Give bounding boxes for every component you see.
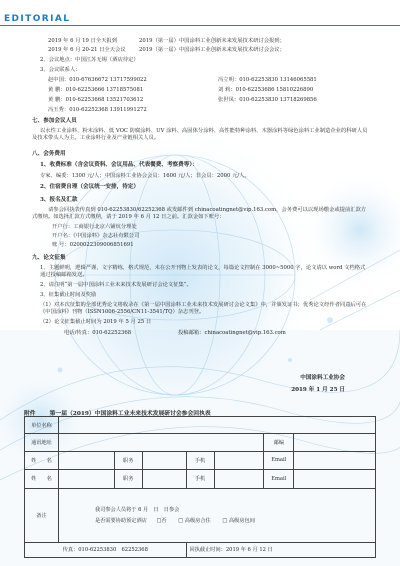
paper-rule-3: 3、征集截止时间及奖励 [40,292,97,298]
fax-info: 传真：010-62253830 62252368 [25,542,187,557]
remarks-cell [58,488,375,542]
name-label-2: 姓 名 [25,470,59,488]
email-field-1[interactable] [294,451,376,469]
contact-heading: 3、会议联系人： [40,67,81,73]
name-field-1[interactable] [58,451,114,469]
email-field-2[interactable] [294,470,376,488]
lodging-heading: 2、住宿费自理（会议统一安排，待定） [40,184,139,190]
editorial-header: EDITORIAL [4,14,71,24]
option-single-room[interactable]: □ 高级房包间 [222,518,255,525]
schedule-event-1: 2019（第一届）中国涂料工业创新未来发展技术研讨会报到； [139,38,285,44]
signature-org: 中国涂料工业协会 [300,375,345,381]
fee-standard-body: 专家、编委：1300 元/人；中国涂料工业协会会员：1600 元/人；非会员：2000 元/人。 [40,173,250,179]
paper-rule-2: 2、请注明“第一届中国涂料工业未来技术发展研讨会论文征集”。 [40,282,192,288]
venue-line: 2、会议地点：中国江苏无锡（酒店待定） [40,57,139,63]
unit-name-field[interactable] [58,417,375,434]
registration-body: 请参会回执表传真到 010-62253830/62252368 或发邮件到 chinacoatingnet@vip.163.com，会务费可以以现场缴金或提前汇款方式缴纳。如选择汇款方式缴纳，请于 2019 年 6 月 12 日之前。汇款金如下账号： [32,207,367,220]
mobile-field-1[interactable] [214,451,264,469]
account-name: 开户名：《中国涂料》杂志社有限公司 [52,233,140,239]
contact-3: 黄 鹏：010-62253668 13521703612 [48,97,144,103]
schedule-date-1: 2019 年 6 月 19 日全天报到 [48,38,118,44]
email-label-1: Email [264,451,294,469]
mobile-label-2: 手机 [186,470,214,488]
paper-email: 投稿邮箱：chinacoatingnet@vip.163.com [178,330,286,336]
option-shared-room[interactable]: □ 高级房合住 [178,518,211,525]
position-field-1[interactable] [142,451,186,469]
contact-1b: 冯立明：010-62253830 13146065581 [218,77,317,83]
paper-rule-1: 1、主题鲜明，逻辑严谨，文字精练，格式规范，未在公开刊物上发表的论文，每篇论文控制在 3000~5000 字，论文请以 word 文档格式通过投稿邮箱发送。 [40,265,366,278]
contact-2: 黄 鹏：010-62253666 13718575081 [48,87,144,93]
paper-rule-4: （1）对本次征集的全部优秀论文将收录在《第一届中国涂料工业未来技术发展研讨会论文集》中，并颁发证书；优秀论文经作者同意后可在《中国涂料》刊物（ISSN1006-2556/CN11-3541/TQ）杂志刊登。 [40,302,367,315]
mobile-field-2[interactable] [214,470,264,488]
name-field-2[interactable] [58,470,114,488]
section-8-heading: 八、会务费用 [32,151,66,157]
mobile-label-1: 手机 [186,451,214,469]
section-7-heading: 七、参加会议人员 [32,118,77,124]
bank-name: 开户行：工商银行北京六铺炕分理处 [52,224,137,230]
name-label-1: 姓 名 [25,451,59,469]
paper-phone: 电话/传真：010-62252368 [64,330,132,336]
annex-label: 附件 [24,411,36,417]
registration-heading: 3、报名及汇款 [40,197,78,203]
contact-4: 冯玉秀：010-62252368 13911991272 [48,107,147,113]
remarks-line-1: 我司参会人员将于 6 月 日 日参会 [94,507,180,514]
annex-form-title: 第一届（2019）中国涂料工业未来技术发展研讨会参会回执表 [49,411,211,417]
fee-standard-heading: 1、收费标准（含会议资料、会议用品、代表餐费、考察费等）： [40,162,198,168]
position-label-1: 职务 [114,451,142,469]
account-number: 账 号：0200022309006851691 [52,242,134,248]
signature-date: 2019 年 1 月 25 日 [291,387,345,393]
section-9-heading: 九、论文征集 [32,255,66,261]
option-no[interactable]: □否 [156,518,167,525]
position-field-2[interactable] [142,470,186,488]
remarks-line-2 [95,517,372,524]
paper-rule-5: （2）论文征集截止时间为 2019 年 5 月 25 日 [40,319,152,325]
remarks-label: 备注 [25,488,59,542]
schedule-event-2: 2019（第一届）中国涂料工业创新未来发展技术研讨会会议； [139,47,285,53]
registration-form-table [24,416,376,558]
position-label-2: 职务 [114,470,142,488]
address-field[interactable] [58,434,263,451]
postcode-field[interactable] [294,434,376,451]
address-label: 通讯地址 [25,434,59,451]
hotel-question: 是否需要协助预定酒店 [94,518,147,525]
schedule-date-2: 2019 年 6 月 20-21 日全天会议 [48,47,126,53]
header-rule [0,25,400,26]
contact-1: 赵中国：010-67636672 13717599022 [48,77,147,83]
contact-2b: 刘 莉：010-62253686 15810226890 [218,87,314,93]
unit-name-label: 单位名称 [25,417,59,434]
section-7-body: 以水性工业涂料、粉末涂料、低 VOC 防腐涂料、UV 涂料、高固体分涂料、高性能特种涂料、木器涂料等绿色涂料工业制造企业的科研人员及技术带头人为主。工业涂料行业及产业链相关人员。 [32,128,368,141]
deadline-info: 回执截止时间：2019 年 6 月 12 日 [186,542,375,557]
contact-3b: 张世凤：010-62253830 13718269856 [218,97,317,103]
postcode-label: 邮编 [264,434,294,451]
email-label-2: Email [264,470,294,488]
